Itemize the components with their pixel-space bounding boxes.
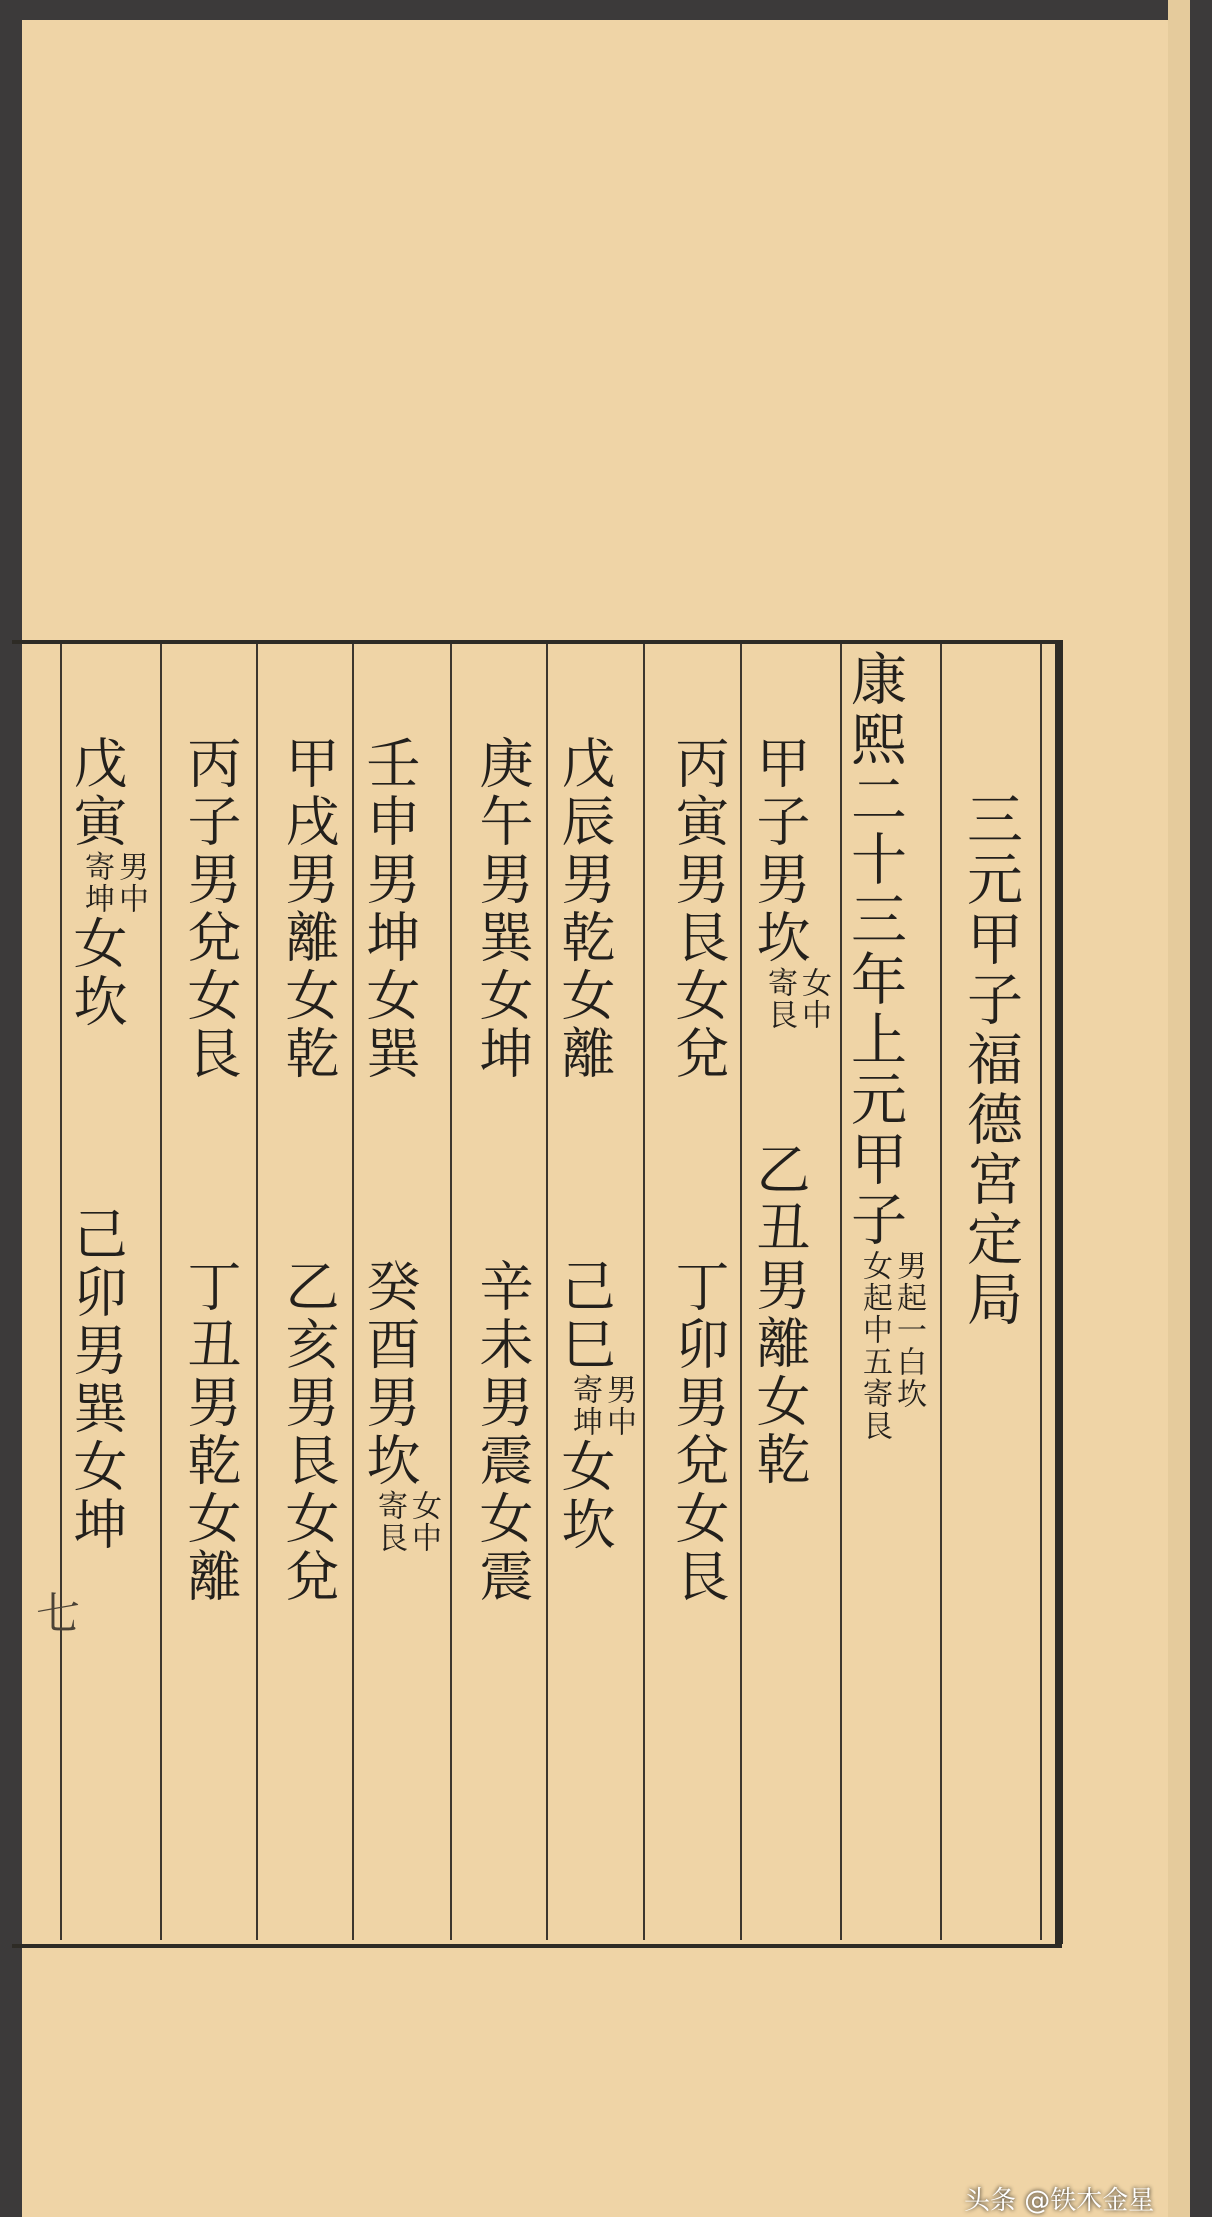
entry-top: 壬申男坤女巽: [358, 735, 421, 1083]
entry-column-3: [553, 735, 636, 1554]
entry-note-right: 女中: [796, 967, 831, 1031]
entry-top: 庚午男巽女坤: [471, 735, 534, 1083]
page-number: 七: [28, 1590, 79, 1638]
entry-top: 丙子男兌女艮: [179, 735, 242, 1083]
margin-page-number: [18, 1590, 88, 1638]
entry-note-right: 男中: [113, 851, 148, 915]
entry-bottom: 丁丑男乾女離: [179, 1258, 242, 1606]
entry-column-5: [358, 735, 441, 1554]
entry-bottom-a: 己巳: [553, 1258, 616, 1374]
entry-bottom: 乙丑男離女乾: [748, 1141, 811, 1489]
entry-note-left: 寄艮: [762, 967, 797, 1031]
section-title: 三元甲子福德宮定局: [958, 790, 1023, 1330]
subtitle-column: [842, 650, 926, 1442]
entry-bottom: 丁卯男兌女艮: [667, 1258, 730, 1606]
entry-top: 甲戌男離女乾: [277, 735, 340, 1083]
entry-note-left: 寄艮: [372, 1490, 407, 1554]
entry-column-4: [467, 735, 537, 1606]
entry-column-7: [175, 735, 245, 1606]
entry-bottom-b: 女坎: [553, 1438, 616, 1554]
entry-column-1: [748, 735, 831, 1489]
entry-bottom: 乙亥男艮女兌: [277, 1258, 340, 1606]
subtitle-note-right: 男起一白坎: [891, 1250, 926, 1410]
entry-column-6: [273, 735, 343, 1606]
entry-top: 丙寅男艮女兌: [667, 735, 730, 1083]
column-rule: [160, 644, 162, 1940]
column-rule: [740, 644, 742, 1940]
entry-top: 戊辰男乾女離: [553, 735, 616, 1083]
entry-top: 甲子男坎: [748, 735, 811, 967]
entry-note: [762, 967, 830, 1031]
subtitle-main: 康熙二十三年上元甲子: [842, 650, 907, 1250]
entry-top-b: 女坎: [65, 915, 128, 1031]
frame-right-border: [1055, 640, 1063, 1944]
entry-bottom: 辛未男震女震: [471, 1258, 534, 1606]
entry-top-a: 戊寅: [65, 735, 128, 851]
entry-bottom-a: 癸酉男坎: [358, 1258, 421, 1490]
column-rule: [450, 644, 452, 1940]
entry-note: [372, 1490, 440, 1554]
entry-note-left: 寄坤: [79, 851, 114, 915]
entry-column-8: [65, 735, 148, 1554]
page-edge: [1168, 0, 1190, 2217]
entry-note-right: 男中: [601, 1374, 636, 1438]
entry-note-right: 女中: [406, 1490, 441, 1554]
column-rule: [940, 644, 942, 1940]
entry-column-2: [663, 735, 733, 1606]
subtitle-note: [857, 1250, 925, 1442]
title-column: [955, 790, 1025, 1330]
column-rule: [546, 644, 548, 1940]
column-rule: [256, 644, 258, 1940]
entry-note-left: 寄坤: [567, 1374, 602, 1438]
watermark: 头条 @铁木金星: [964, 2186, 1155, 2216]
column-rule: [643, 644, 645, 1940]
column-rule: [1040, 644, 1042, 1940]
entry-note: [567, 1374, 635, 1438]
subtitle-note-left: 女起中五寄艮: [857, 1250, 892, 1442]
entry-bottom: 己卯男巽女坤: [65, 1206, 128, 1554]
entry-note: [79, 851, 147, 915]
